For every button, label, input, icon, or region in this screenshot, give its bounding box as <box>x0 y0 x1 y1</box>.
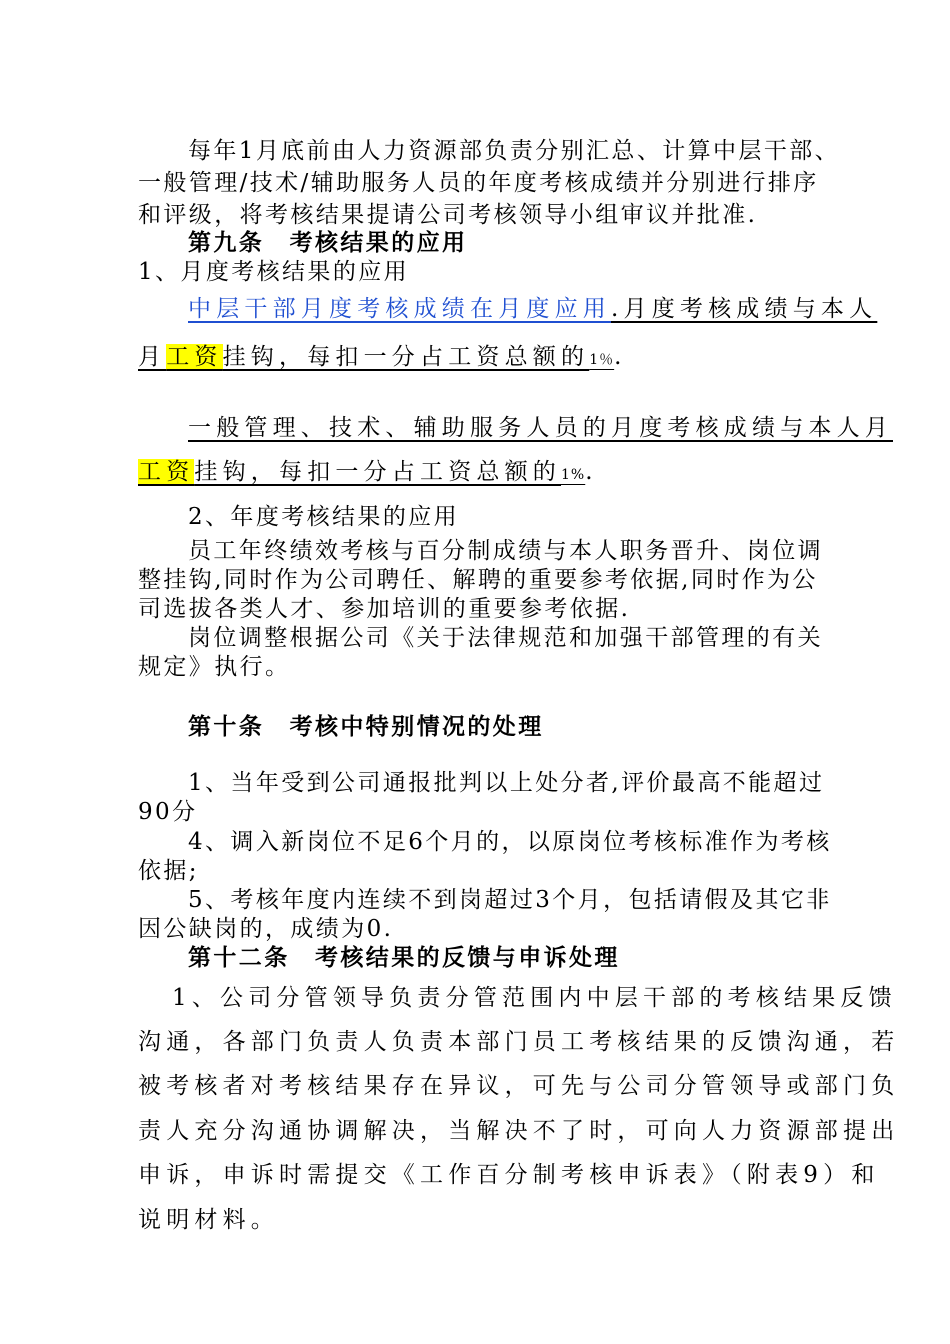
monthly-para-text: .月度考核成绩与本人 <box>611 296 878 322</box>
article-12-heading: 第十二条 考核结果的反馈与申诉处理 <box>188 944 620 971</box>
monthly-subheading: 1、月度考核结果的应用 <box>138 259 410 285</box>
general-staff-para-line-2 <box>138 457 598 490</box>
item-4-line-1: 4、调入新岗位不足6个月的，以原岗位考核标准作为考核 <box>188 829 832 855</box>
feedback-para-line-3: 被考核者对考核结果存在异议，可先与公司分管领导或部门负 <box>138 1073 900 1099</box>
para-summary-line-2: 一般管理/技术/辅助服务人员的年度考核成绩并分别进行排序 <box>138 170 819 196</box>
item-4-line-2: 依据; <box>138 858 199 884</box>
annual-subheading: 2、年度考核结果的应用 <box>188 504 460 530</box>
deduction-text: 挂钩，每扣一分占工资总额的 <box>222 344 590 370</box>
salary-highlight: 工资 <box>166 344 223 370</box>
position-para-line-2: 规定》执行。 <box>138 654 291 680</box>
para-summary-line-3: 和评级，将考核结果提请公司考核领导小组审议并批准. <box>138 202 758 228</box>
period: . <box>614 344 627 370</box>
para-summary-line-1: 每年1月底前由人力资源部负责分别汇总、计算中层干部、 <box>188 138 841 164</box>
percent-value-2: 1% <box>561 467 586 483</box>
item-1-line-1: 1、当年受到公司通报批判以上处分者,评价最高不能超过 <box>188 770 825 796</box>
general-staff-para-line-1 <box>188 413 893 443</box>
feedback-para-line-2: 沟通，各部门负责人负责本部门员工考核结果的反馈沟通，若 <box>138 1029 900 1055</box>
annual-para-line-3: 司选拔各类人才、参加培训的重要参考依据. <box>138 596 631 622</box>
salary-highlight-2: 工资 <box>138 459 195 485</box>
feedback-para-line-6: 说明材料。 <box>138 1207 279 1233</box>
middle-cadre-link[interactable]: 中层干部月度考核成绩在月度应用 <box>188 296 611 322</box>
item-5-line-2: 因公缺岗的，成绩为0. <box>138 916 394 942</box>
annual-para-line-2: 整挂钩,同时作为公司聘任、解聘的重要参考依据,同时作为公 <box>138 567 818 593</box>
percent-value: 1％ <box>589 352 615 368</box>
month-text: 月 <box>138 344 167 370</box>
article-9-heading: 第九条 考核结果的应用 <box>188 229 468 256</box>
position-para-line-1: 岗位调整根据公司《关于法律规范和加强干部管理的有关 <box>188 625 823 651</box>
feedback-para-line-1: 1、公司分管领导负责分管范围内中层干部的考核结果反馈 <box>172 985 897 1011</box>
period-2: . <box>585 459 598 485</box>
feedback-para-line-5: 申诉，申诉时需提交《工作百分制考核申诉表》（附表9）和 <box>138 1162 880 1188</box>
annual-para-line-1: 员工年终绩效考核与百分制成绩与本人职务晋升、岗位调 <box>188 538 823 564</box>
monthly-para-line-1 <box>188 294 877 324</box>
deduction-text-2: 挂钩，每扣一分占工资总额的 <box>194 459 562 485</box>
general-staff-text: 一般管理、技术、辅助服务人员的月度考核成绩与本人月 <box>188 415 893 441</box>
feedback-para-line-4: 责人充分沟通协调解决，当解决不了时，可向人力资源部提出 <box>138 1118 900 1144</box>
item-5-line-1: 5、考核年度内连续不到岗超过3个月，包括请假及其它非 <box>188 887 832 913</box>
monthly-para-line-2 <box>138 342 627 375</box>
article-10-heading: 第十条 考核中特别情况的处理 <box>188 713 544 740</box>
item-1-line-2: 90分 <box>138 799 198 825</box>
